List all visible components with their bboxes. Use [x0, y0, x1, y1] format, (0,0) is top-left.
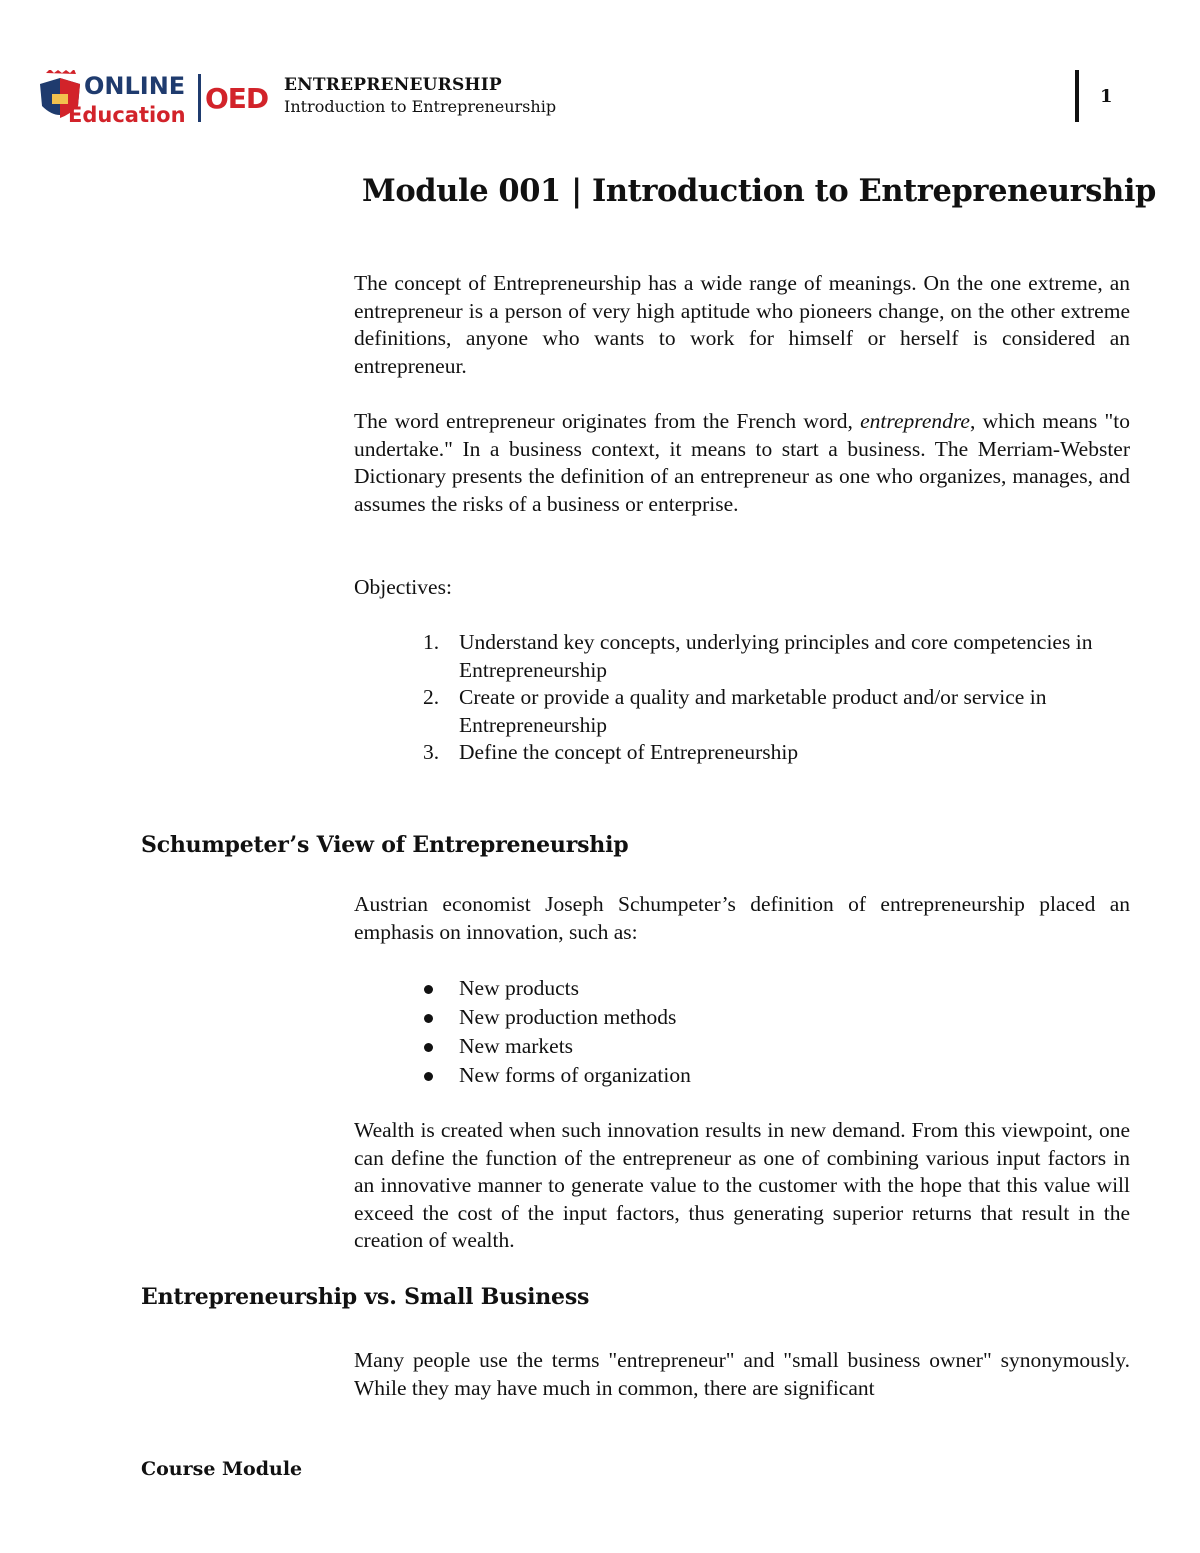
- schumpeter-heading: Schumpeter’s View of Entrepreneurship: [141, 832, 629, 858]
- list-number: 2.: [423, 685, 440, 709]
- objectives-label: Objectives:: [354, 575, 452, 599]
- list-item: [420, 684, 1120, 739]
- word-origin-text-1: The word entrepreneur originates from the French word,: [354, 409, 861, 433]
- schumpeter-intro: Austrian economist Joseph Schumpeter’s definition of entrepreneurship placed an emphasis on innovation, such as:: [354, 892, 1130, 944]
- word-origin-text-2: , which means "to undertake." In a business context, it means to start a business. The Merriam-Webster Dictionary presents the definition of an entrepreneur as one who organizes, manages, and assumes the risks of a business or enterprise.: [354, 409, 1130, 516]
- header-course-info: [284, 74, 556, 118]
- list-item-text: Understand key concepts, underlying principles and core competencies in Entrepreneurship: [459, 630, 1093, 682]
- header-divider: [1075, 70, 1079, 122]
- small-business-heading: Entrepreneurship vs. Small Business: [141, 1284, 590, 1310]
- list-item-text: New forms of organization: [459, 1063, 691, 1087]
- wealth-paragraph: Wealth is created when such innovation results in new demand. From this viewpoint, one can define the function of the entrepreneur as one of combining various input factors in an innovative manner to generate value to the customer with the hope that this value will exceed the cost of the input factors, thus generating superior returns that result in the creation of wealth.: [354, 1118, 1130, 1252]
- list-item-text: New markets: [459, 1034, 574, 1058]
- bullet-icon: [424, 985, 433, 994]
- list-number: 1.: [423, 630, 440, 654]
- bullet-icon: [424, 1043, 433, 1052]
- list-number: 3.: [423, 740, 440, 764]
- footer-course-module: Course Module: [141, 1458, 303, 1480]
- list-item: [420, 739, 1120, 767]
- list-item: [420, 974, 1120, 1003]
- bullet-icon: [424, 1072, 433, 1081]
- intro-paragraph: The concept of Entrepreneurship has a wide range of meanings. On the one extreme, an entrepreneur is a person of very high aptitude who pioneers change, on the other extreme definitions, anyone who wants to work for himself or herself is considered an entrepreneur.: [354, 271, 1130, 378]
- course-subtitle: Introduction to Entrepreneurship: [284, 97, 557, 116]
- list-item-text: New production methods: [459, 1005, 677, 1029]
- list-item-text: Create or provide a quality and marketable product and/or service in Entrepreneurship: [459, 685, 1047, 737]
- bullet-icon: [424, 1014, 433, 1023]
- objectives-list: [420, 629, 1120, 767]
- list-item: [420, 629, 1120, 684]
- course-title: ENTREPRENEURSHIP: [284, 75, 502, 95]
- svg-text:Education: Education: [68, 103, 186, 126]
- list-item: [420, 1003, 1120, 1032]
- svg-text:ONLINE: ONLINE: [84, 72, 186, 100]
- online-education-logo: [38, 70, 274, 126]
- small-business-paragraph: Many people use the terms "entrepreneur" and "small business owner" synonymously. While they may have much in common, there are significant: [354, 1348, 1130, 1400]
- word-origin-paragraph: [354, 408, 1130, 518]
- module-title: Module 001 | Introduction to Entrepreneurship: [362, 173, 1156, 209]
- list-item: [420, 1061, 1120, 1090]
- list-item: [420, 1032, 1120, 1061]
- innovation-list: [420, 974, 1120, 1090]
- french-word: entreprendre: [860, 409, 970, 433]
- list-item-text: Define the concept of Entrepreneurship: [459, 740, 799, 764]
- svg-text:OED: OED: [205, 82, 269, 115]
- page-number: 1: [1100, 86, 1113, 107]
- list-item-text: New products: [459, 976, 580, 1000]
